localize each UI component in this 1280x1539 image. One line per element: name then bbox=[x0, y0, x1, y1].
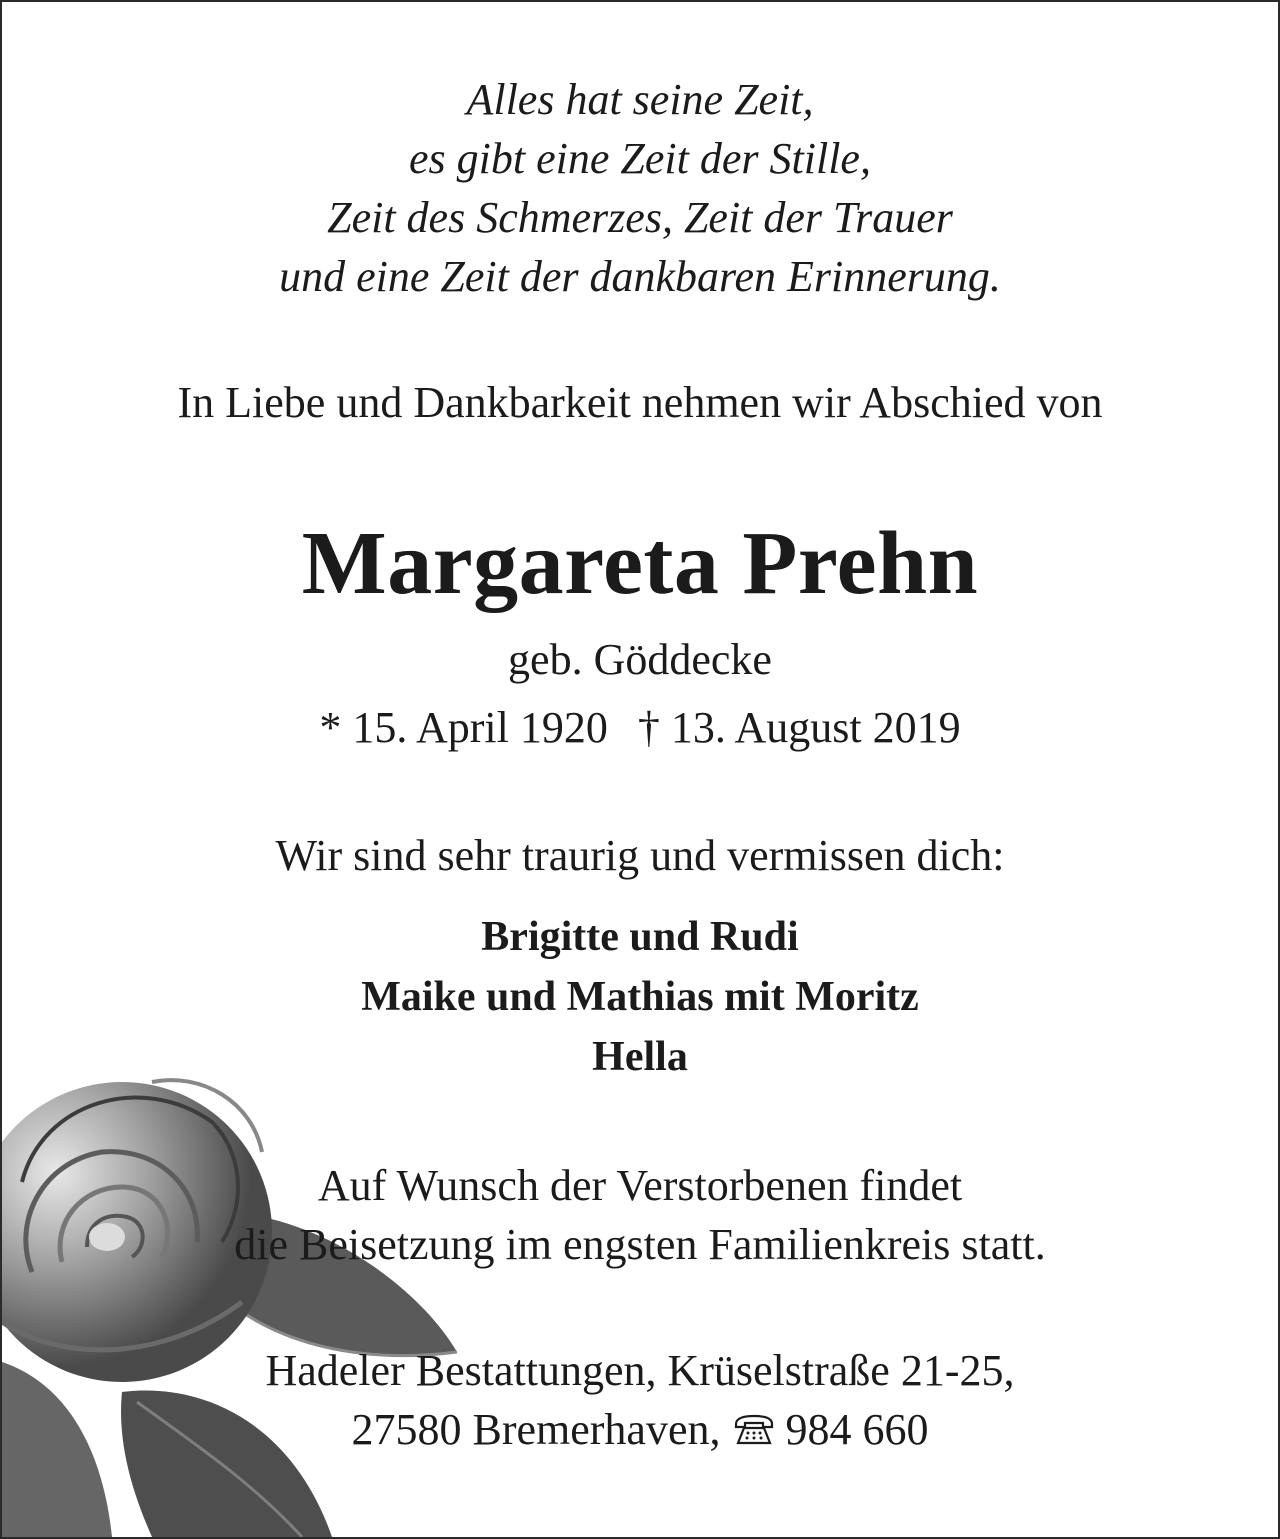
farewell-intro: In Liebe und Dankbarkeit nehmen wir Abschied von bbox=[177, 378, 1103, 427]
notice-line-2: die Beisetzung im engsten Familienkreis statt. bbox=[234, 1220, 1046, 1269]
mourning-statement: Wir sind sehr traurig und vermissen dich: bbox=[275, 831, 1005, 880]
birth-name: geb. Göddecke bbox=[508, 635, 772, 684]
deceased-name: Margareta Prehn bbox=[301, 514, 979, 613]
telephone-icon bbox=[732, 1414, 776, 1446]
undertaker-phone: 984 660 bbox=[785, 1405, 929, 1454]
mourner-2: Maike und Mathias mit Moritz bbox=[361, 974, 919, 1020]
life-dates bbox=[2, 702, 1278, 753]
rose-illustration bbox=[2, 1062, 472, 1537]
undertaker-contact bbox=[2, 1404, 1278, 1455]
notice-line-1: Auf Wunsch der Verstorbenen findet bbox=[317, 1161, 963, 1210]
death-date: † 13. August 2019 bbox=[637, 703, 961, 752]
mourner-3: Hella bbox=[592, 1034, 688, 1080]
mourner-1: Brigitte und Rudi bbox=[481, 914, 799, 960]
motto-line-3: Zeit des Schmerzes, Zeit der Trauer bbox=[327, 193, 953, 242]
motto-line-2: es gibt eine Zeit der Stille, bbox=[409, 134, 871, 183]
undertaker-address: Hadeler Bestattungen, Krüselstraße 21-25, bbox=[265, 1346, 1015, 1395]
undertaker-city: 27580 Bremerhaven, bbox=[351, 1405, 721, 1454]
motto-line-4: und eine Zeit der dankbaren Erinnerung. bbox=[279, 252, 1001, 301]
motto-line-1: Alles hat seine Zeit, bbox=[466, 75, 814, 124]
birth-date: * 15. April 1920 bbox=[319, 703, 608, 752]
